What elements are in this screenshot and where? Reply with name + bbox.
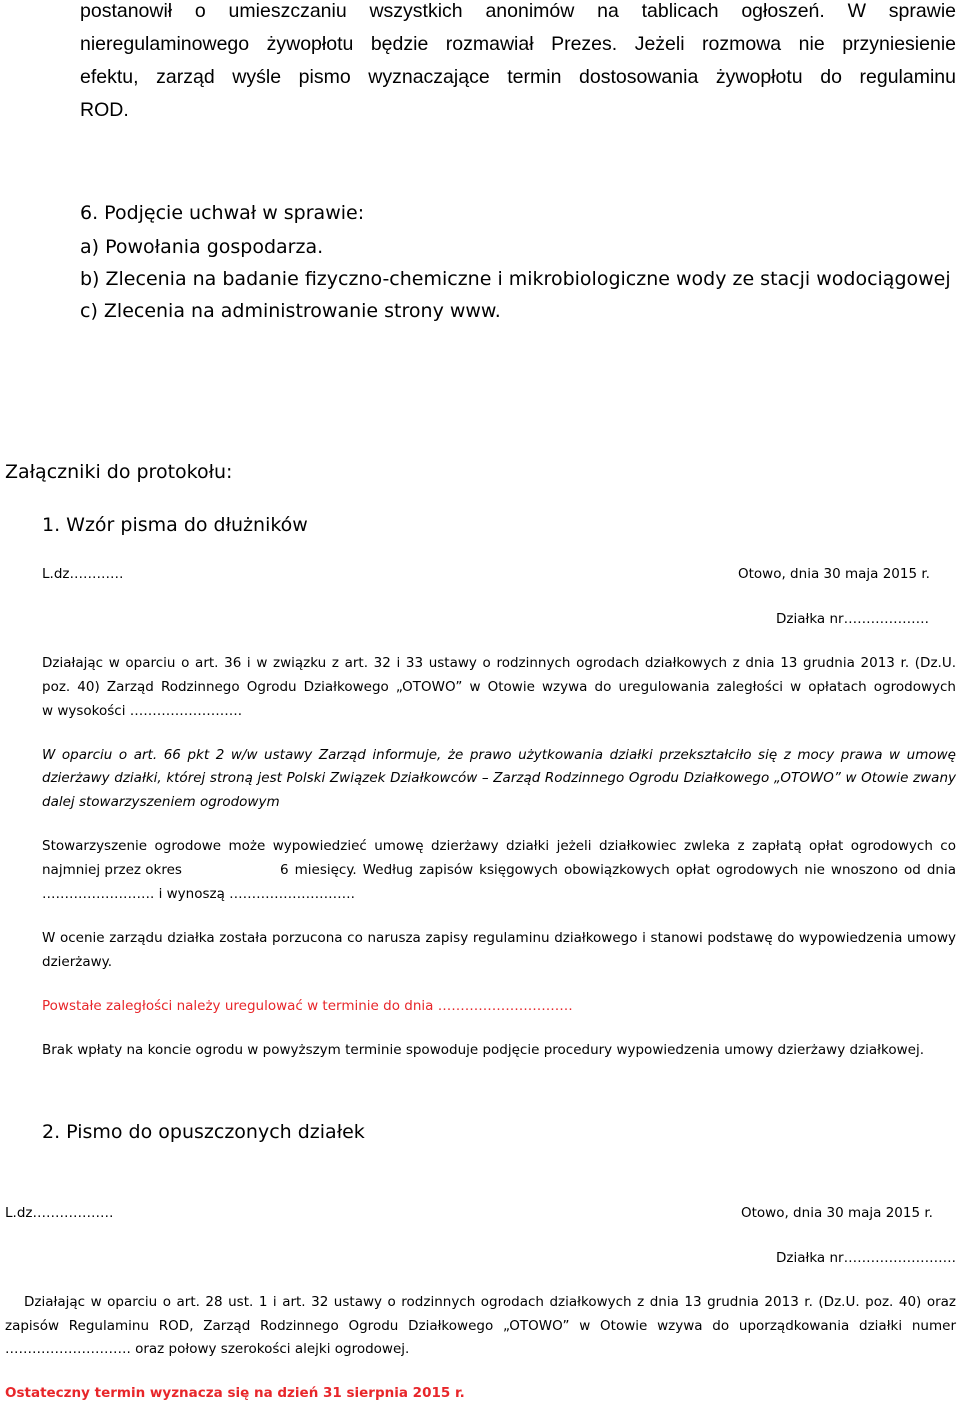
letter-2-reference: L.dz……………… [5,1205,114,1221]
letter-1-para-3-line-2-end: 6 miesięcy. Według zapisów księgowych obowiązkowych opłat ogrodowych nie wnoszono od dnia [280,862,956,878]
letter-1-plot-number: Działka nr………………. [776,611,929,627]
letter-2-plot-number: Działka nr……………………. [776,1250,956,1266]
intro-line-2: nieregulaminowego żywopłotu będzie rozmawiał Prezes. Jeżeli rozmowa nie przyniesienie [80,33,956,55]
letter-1-deadline: Powstałe zaległości należy uregulować w terminie do dnia ………………………… [42,998,573,1014]
letter-1-para-2-line-1: W oparciu o art. 66 pkt 2 w/w ustawy Zarząd informuje, że prawo użytkowania działki przekształciło się z mocy prawa w umowę [42,747,956,763]
letter-1-para-1-line-3: w wysokości ……………………. [42,703,243,719]
letter-1-para-1-line-1: Działając w oparciu o art. 36 i w związku z art. 32 i 33 ustawy o rodzinnych ogrodach działkowych z dnia 13 grudnia 2013 r. (Dz.U. [42,655,956,671]
section-6-item-b: b) Zlecenia na badanie fizyczno-chemiczne i mikrobiologiczne wody ze stacji wodociągowej [80,268,951,290]
letter-1-para-2-line-3: dalej stowarzyszeniem ogrodowym [42,794,280,810]
letter-2-place-date: Otowo, dnia 30 maja 2015 r. [741,1205,933,1221]
letter-2-para-1-line-2: zapisów Regulaminu ROD, Zarząd Rodzinnego Ogrodu Działkowego „OTOWO” w Otowie wzywa do uporządkowania działki numer [5,1318,956,1334]
attachment-1-title: 1. Wzór pisma do dłużników [42,514,308,536]
letter-1-para-2-line-2: dzierżawy działki, której stroną jest Polski Związek Działkowców – Zarząd Rodzinnego Ogrodu Działkowego „OTOWO” w Otowie zwany [42,770,956,786]
letter-1-place-date: Otowo, dnia 30 maja 2015 r. [738,566,930,582]
letter-2-para-1-line-1: Działając w oparciu o art. 28 ust. 1 i art. 32 ustawy o rodzinnych ogrodach działkowych z dnia 13 grudnia 2013 r. (Dz.U. poz. 40) oraz [24,1294,956,1310]
letter-1-reference: L.dz………… [42,566,124,582]
letter-2-para-1-line-3: ………………………. oraz połowy szerokości alejki ogrodowej. [5,1341,410,1357]
intro-line-4: ROD. [80,99,129,121]
letter-1-para-4-line-1: W ocenie zarządu działka została porzucona co narusza zapisy regulaminu działkowego i stanowi podstawę do wypowiedzenia umowy [42,930,956,946]
section-6-item-a: a) Powołania gospodarza. [80,236,324,258]
letter-1-para-1-line-2: poz. 40) Zarząd Rodzinnego Ogrodu Działkowego „OTOWO” w Otowie wzywa do uregulowania zaległości w opłatach ogrodowych [42,679,956,695]
letter-1-para-3-line-1: Stowarzyszenie ogrodowe może wypowiedzieć umowę dzierżawy działki jeżeli działkowiec zwleka z zapłatą opłat ogrodowych co [42,838,956,854]
intro-line-1: postanowił o umieszczaniu wszystkich anonimów na tablicach ogłoszeń. W sprawie [80,0,956,22]
intro-line-3: efektu, zarząd wyśle pismo wyznaczające termin dostosowania żywopłotu do regulaminu [80,66,956,88]
letter-1-para-4-line-2: dzierżawy. [42,954,113,970]
attachment-2-title: 2. Pismo do opuszczonych działek [42,1121,365,1143]
section-6-heading: 6. Podjęcie uchwał w sprawie: [80,202,365,224]
attachments-heading: Załączniki do protokołu: [5,461,233,483]
letter-1-para-3-line-3: ……………………. i wynoszą ………………………. [42,886,355,902]
section-6-item-c: c) Zlecenia na administrowanie strony www. [80,300,501,322]
letter-1-para-3-line-2-start: najmniej przez okres [42,862,182,878]
letter-1-para-5: Brak wpłaty na koncie ogrodu w powyższym terminie spowoduje podjęcie procedury wypowiedzenia umowy dzierżawy działkowej. [42,1042,924,1058]
letter-2-final-deadline: Ostateczny termin wyznacza się na dzień 31 sierpnia 2015 r. [5,1385,465,1401]
